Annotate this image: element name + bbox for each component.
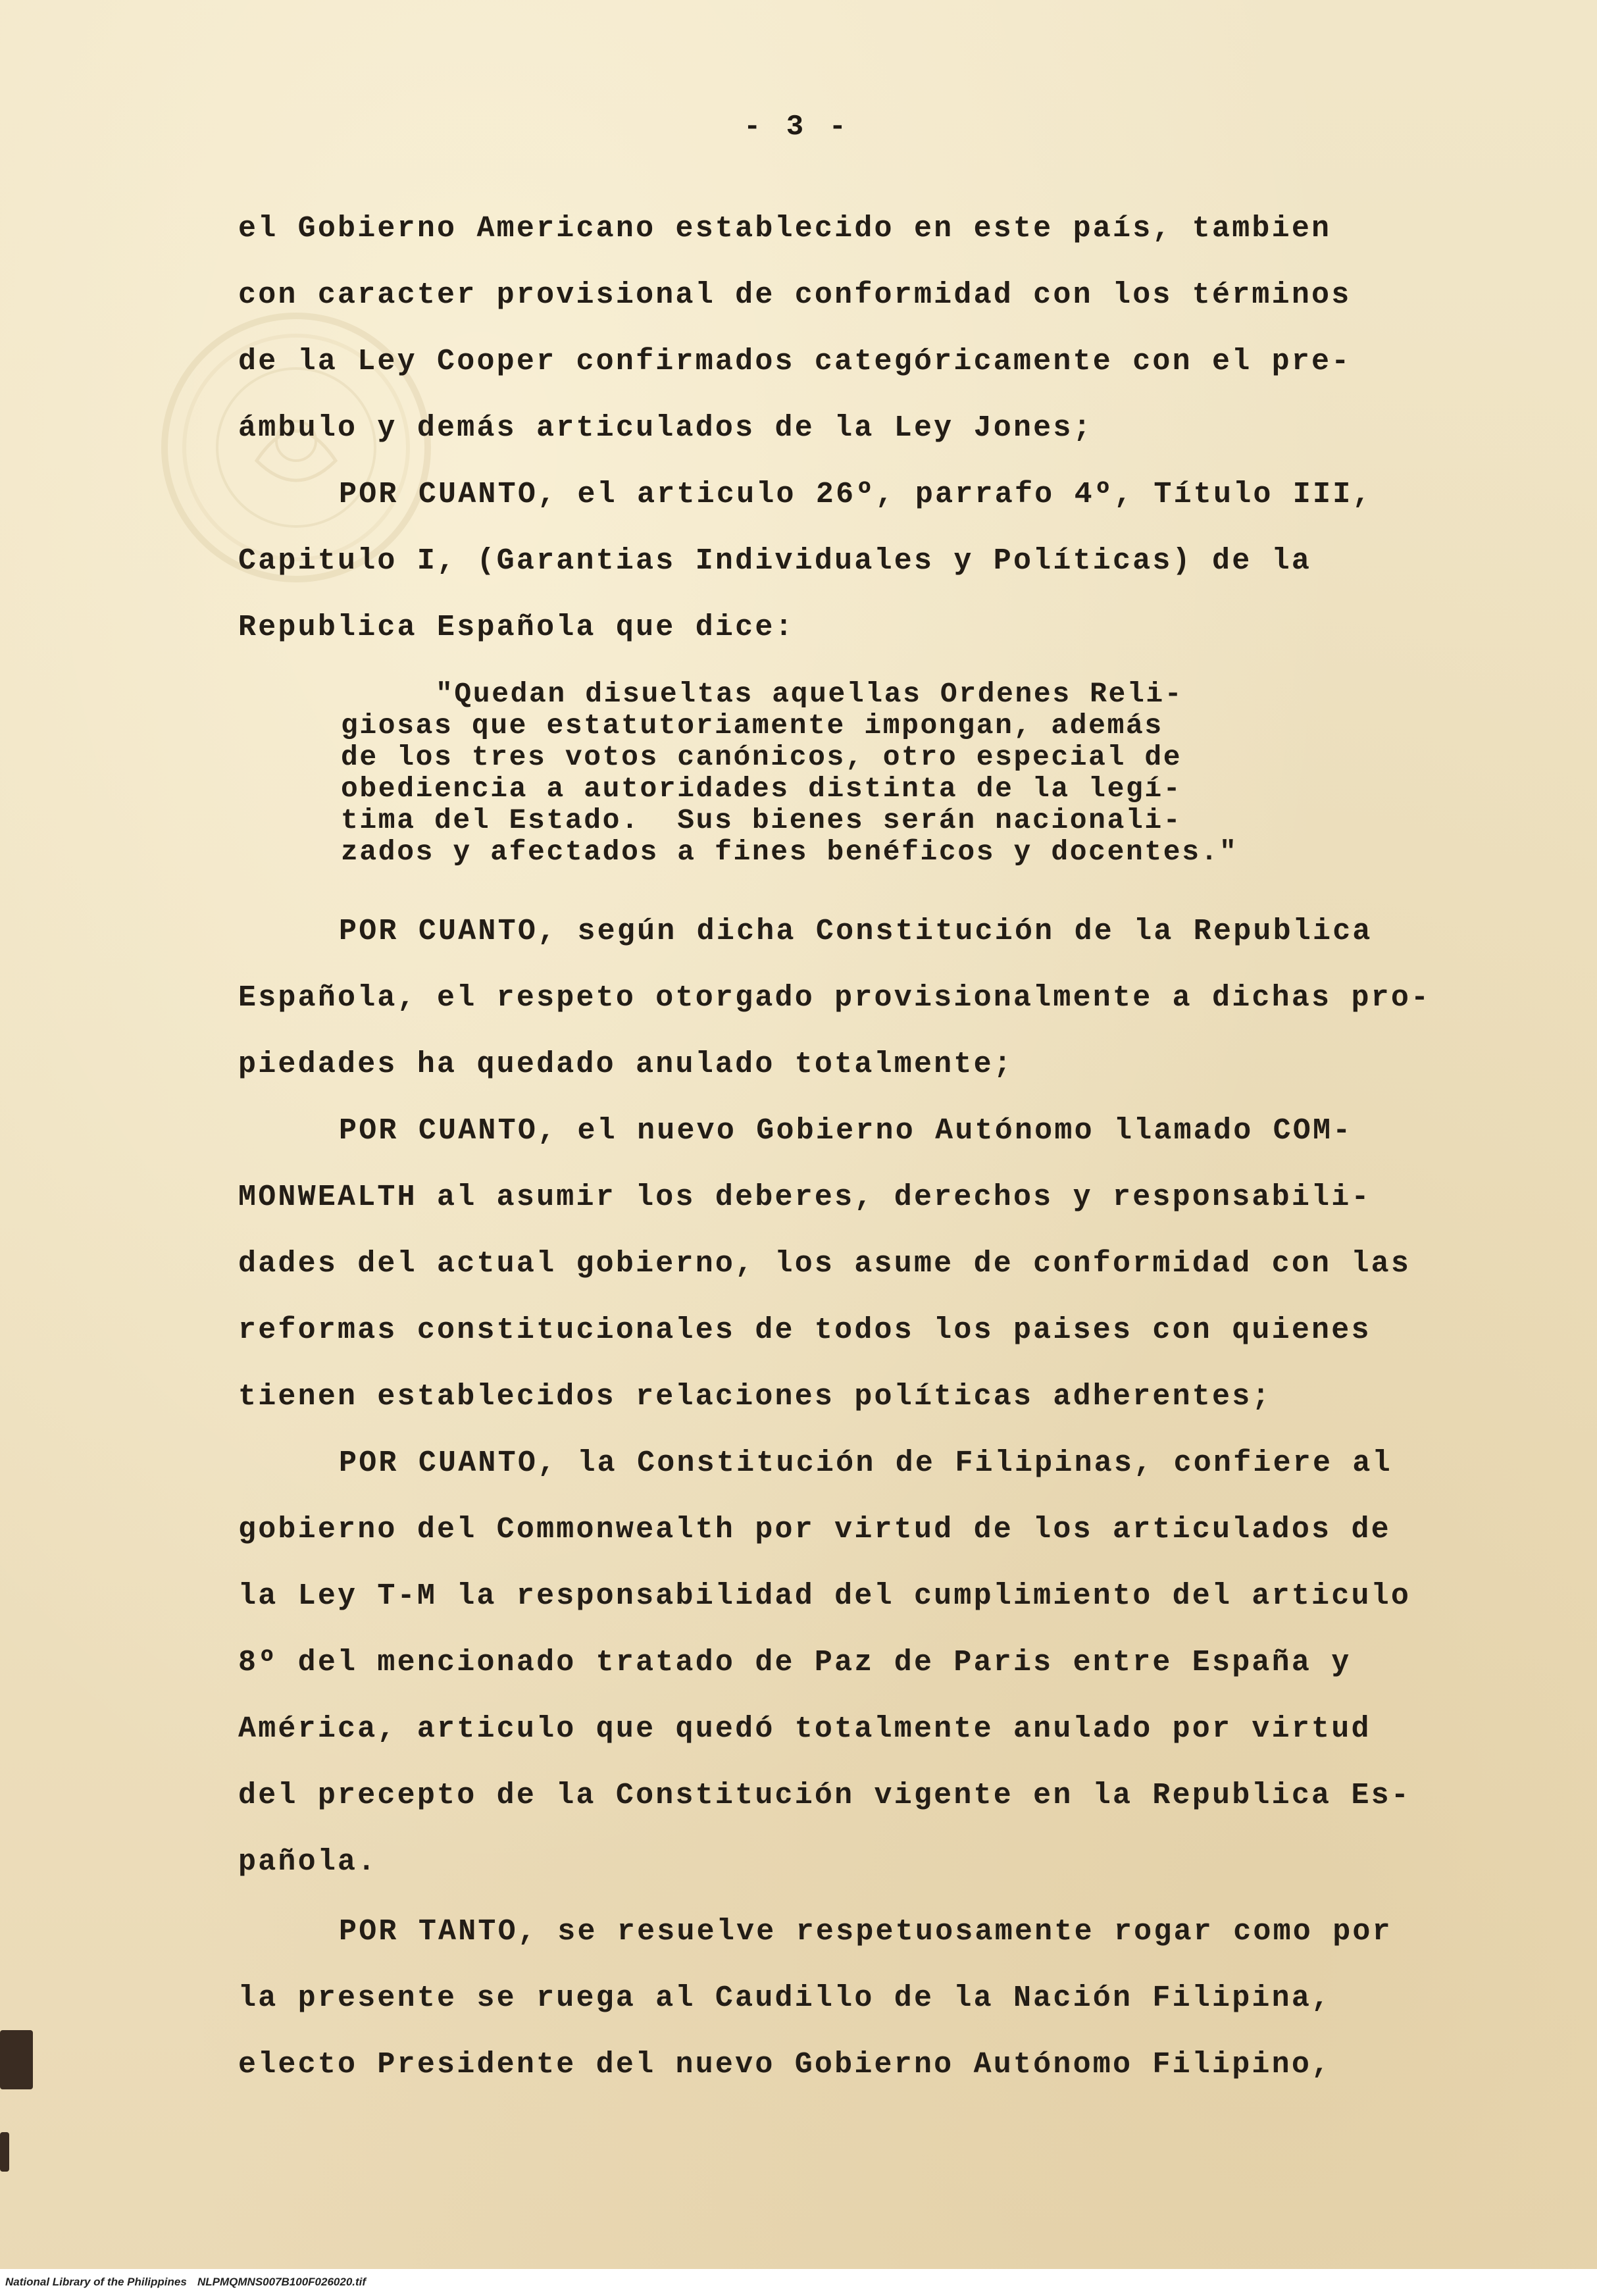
text-line: electo Presidente del nuevo Gobierno Autónomo Filipino, <box>238 2048 1332 2081</box>
text-line: POR TANTO, se resuelve respetuosamente rogar como por <box>339 1915 1392 1949</box>
text-line: de la Ley Cooper confirmados categóricamente con el pre- <box>238 345 1352 378</box>
page-damage-mark <box>0 2132 9 2172</box>
quote-line: tima del Estado. Sus bienes serán nacionali- <box>341 804 1182 836</box>
page-number: - 3 - <box>744 111 851 143</box>
text-line: pañola. <box>238 1845 378 1879</box>
scan-file-id: NLPMQMNS007B100F026020.tif <box>197 2276 367 2288</box>
scan-footer <box>0 2269 1597 2296</box>
page-damage-mark <box>0 2030 33 2089</box>
quote-line: de los tres votos canónicos, otro especial de <box>341 741 1182 773</box>
text-line: POR CUANTO, el articulo 26º, parrafo 4º, Título III, <box>339 478 1373 511</box>
text-line: dades del actual gobierno, los asume de conformidad con las <box>238 1247 1411 1281</box>
quote-line: "Quedan disueltas aquellas Ordenes Reli- <box>436 678 1184 710</box>
text-line: la presente se ruega al Caudillo de la Nación Filipina, <box>238 1981 1332 2015</box>
text-line: del precepto de la Constitución vigente en la Republica Es- <box>238 1779 1411 1812</box>
quote-line: obediencia a autoridades distinta de la legí- <box>341 773 1182 805</box>
quote-line: zados y afectados a fines benéficos y docentes." <box>341 836 1238 868</box>
text-line: POR CUANTO, la Constitución de Filipinas, confiere al <box>339 1446 1392 1480</box>
text-line: ámbulo y demás articulados de la Ley Jones; <box>238 411 1093 445</box>
text-line: con caracter provisional de conformidad con los términos <box>238 278 1352 312</box>
text-line: América, articulo que quedó totalmente anulado por virtud <box>238 1712 1371 1746</box>
text-line: el Gobierno Americano establecido en este país, tambien <box>238 212 1332 245</box>
text-line: 8º del mencionado tratado de Paz de Paris entre España y <box>238 1646 1352 1679</box>
text-line: reformas constitucionales de todos los paises con quienes <box>238 1314 1371 1347</box>
text-line: MONWEALTH al asumir los deberes, derechos y responsabili- <box>238 1181 1371 1214</box>
text-line: Republica Española que dice: <box>238 611 795 644</box>
text-line: gobierno del Commonwealth por virtud de los articulados de <box>238 1513 1391 1546</box>
text-line: la Ley T-M la responsabilidad del cumplimiento del articulo <box>238 1579 1411 1613</box>
text-line: tienen establecidos relaciones políticas adherentes; <box>238 1380 1272 1414</box>
text-line: Capitulo I, (Garantias Individuales y Políticas) de la <box>238 544 1312 578</box>
text-line: Española, el respeto otorgado provisionalmente a dichas pro- <box>238 981 1431 1015</box>
quote-line: giosas que estatutoriamente impongan, además <box>341 709 1163 742</box>
text-line: POR CUANTO, el nuevo Gobierno Autónomo llamado COM- <box>339 1114 1353 1148</box>
text-line: piedades ha quedado anulado totalmente; <box>238 1048 1013 1081</box>
library-credit: National Library of the Philippines <box>5 2276 187 2288</box>
text-line: POR CUANTO, según dicha Constitución de la Republica <box>339 915 1373 948</box>
